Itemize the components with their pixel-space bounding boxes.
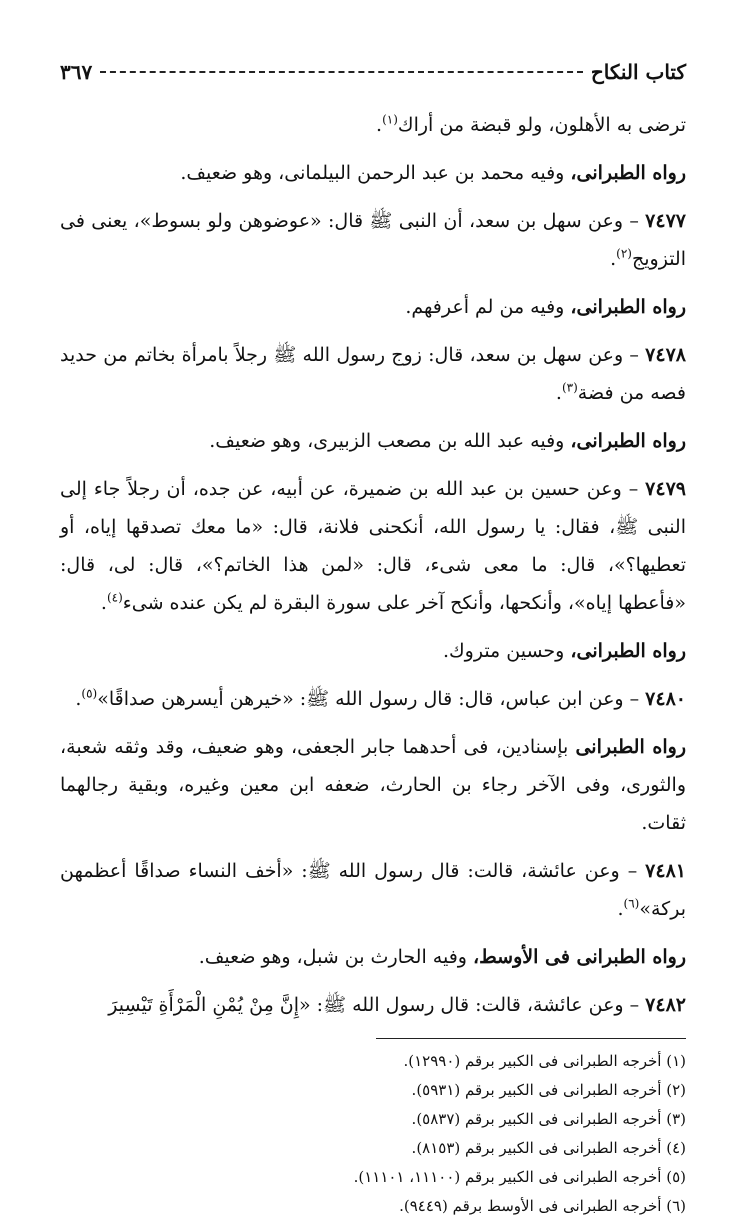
hadith-7480: ٧٤٨٠ – وعن ابن عباس، قال: قال رسول الله ﷺ: «خيرهن أيسرهن صداقًا»$^{(٥)}$. — [75, 686, 686, 710]
footnote-ref: (٦) — [623, 896, 640, 911]
hadith-7478: ٧٤٧٨ – وعن سهل بن سعد، قال: زوج رسول الله ﷺ رجلاً بامرأة بخاتم من حديد فصه من فضة$^{(٣)}$. — [60, 344, 686, 404]
footnote-ref: (١) — [382, 112, 398, 127]
footnote-item: (٦) أخرجه الطبرانى فى الأوسط برقم (٩٤٤٩). — [399, 1197, 686, 1215]
footnote-item: (٥) أخرجه الطبرانى فى الكبير برقم (١١١٠٠، ١١١٠١). — [353, 1168, 686, 1186]
hadith-text: – وعن سهل بن سعد، قال: زوج رسول الله ﷺ رجلاً بامرأة بخاتم من حديد فصه من فضة — [60, 344, 686, 404]
hadith-number: ٧٤٧٩ — [645, 478, 686, 500]
hadith-text: – وعن سهل بن سعد، أن النبى ﷺ قال: «عوضوهن ولو بسوط»، يعنى فى التزويج — [60, 210, 686, 270]
hadith-number: ٧٤٨٠ — [645, 688, 686, 710]
narration-note — [60, 728, 686, 842]
footnote-item: (٢) أخرجه الطبرانى فى الكبير برقم (٥٩٣١). — [411, 1081, 686, 1099]
hadith-text: – وعن ابن عباس، قال: قال رسول الله ﷺ: «خيرهن أيسرهن صداقًا» — [97, 688, 646, 710]
narration-note — [60, 422, 686, 460]
narrator-label: رواه الطبرانى، — [570, 640, 686, 662]
footnote-item: (٤) أخرجه الطبرانى فى الكبير برقم (٨١٥٣). — [411, 1139, 686, 1157]
narrator-label: رواه الطبرانى، — [570, 162, 686, 184]
continuation-line: ترضى به الأهلون، ولو قبضة من أراك — [397, 114, 686, 136]
footnote-ref: (٣) — [561, 380, 578, 395]
narration-text: وفيه عبد الله بن مصعب الزبيرى، وهو ضعيف. — [209, 430, 571, 452]
page-header — [60, 52, 686, 92]
narration-text: وحسين متروك. — [442, 640, 571, 662]
footnote-ref: (٥) — [81, 686, 98, 701]
narration-text: وفيه من لم أعرفهم. — [405, 296, 571, 318]
narrator-label: رواه الطبرانى — [575, 736, 686, 758]
hadith-text: – وعن حسين بن عبد الله بن ضميرة، عن أبيه، عن جده، أن رجلاً جاء إلى النبى ﷺ، فقال: يا رسول الله، أنكحنى فلانة، قال: «ما معك تصدقها إياه، أو تعطيها؟»، قال: ما معى شىء، قال: «لمن هذا الخاتم؟»، قال: لى، قال: «فأعطها إياه»، وأنكحها، وأنكح آخر على سورة البقرة لم يكن عنده شىء — [60, 478, 686, 614]
narrator-label: رواه الطبرانى فى الأوسط، — [473, 946, 686, 968]
narrator-label: رواه الطبرانى، — [570, 296, 686, 318]
narration-text: بإسنادين، فى أحدهما جابر الجعفى، وهو ضعيف، وقد وثقه شعبة، والثورى، وفى الآخر رجاء بن الحارث، ضعفه ابن معين وغيره، وبقية رجالهما ثقات. — [60, 736, 686, 834]
hadith-7479: ٧٤٧٩ – وعن حسين بن عبد الله بن ضميرة، عن أبيه، عن جده، أن رجلاً جاء إلى النبى ﷺ، فقال: يا رسول الله، أنكحنى فلانة، قال: «ما معك تصدقها إياه، أو تعطيها؟»، قال: ما معى شىء، قال: «لمن هذا الخاتم؟»، قال: لى، قال: «فأعطها إياه»، وأنكحها، وأنكح آخر على سورة البقرة لم يكن عنده شىء$^{(٤)}$. — [60, 478, 686, 614]
hadith-number: ٧٤٨١ — [645, 860, 686, 882]
hadith-7482 — [60, 986, 686, 1024]
hadith-number: ٧٤٨٢ — [645, 994, 686, 1016]
footnote-ref: (٢) — [616, 246, 632, 261]
narrator-label: رواه الطبرانى، — [570, 430, 686, 452]
hadith-7481: ٧٤٨١ – وعن عائشة، قالت: قال رسول الله ﷺ: «أخف النساء صداقًا أعظمهن بركة»$^{(٦)}$. — [60, 860, 686, 920]
hadith-text: – وعن عائشة، قالت: قال رسول الله ﷺ: «إِنَّ مِنْ يُمْنِ الْمَرْأَةِ تَيْسِيرَ — [108, 994, 646, 1016]
narration-note — [60, 938, 686, 976]
footnote-ref: (٤) — [106, 590, 123, 605]
narration-text: وفيه الحارث بن شبل، وهو ضعيف. — [198, 946, 473, 968]
hadith-number: ٧٤٧٨ — [645, 344, 686, 366]
chapter-title: كتاب النكاح — [590, 60, 686, 84]
footnote-item: (٣) أخرجه الطبرانى فى الكبير برقم (٥٨٣٧). — [411, 1110, 686, 1128]
page-number: ٣٦٧ — [60, 60, 93, 84]
narration-note — [60, 288, 686, 326]
hadith-7477: ٧٤٧٧ – وعن سهل بن سعد، أن النبى ﷺ قال: «عوضوهن ولو بسوط»، يعنى فى التزويج$^{(٢)}$. — [60, 210, 686, 270]
narration-text: وفيه محمد بن عبد الرحمن البيلمانى، وهو ضعيف. — [180, 162, 571, 184]
footnote-item: (١) أخرجه الطبرانى فى الكبير برقم (١٢٩٩٠). — [403, 1052, 686, 1070]
continuation-text: ترضى به الأهلون، ولو قبضة من أراك$^{(١)}$. — [376, 112, 686, 136]
header-rule — [100, 71, 583, 73]
hadith-text: – وعن عائشة، قالت: قال رسول الله ﷺ: «أخف النساء صداقًا أعظمهن بركة» — [60, 860, 686, 920]
narration-note — [60, 632, 686, 670]
footnote-separator — [376, 1038, 686, 1039]
footnotes — [60, 1047, 686, 1221]
narration-note — [60, 154, 686, 192]
hadith-number: ٧٤٧٧ — [645, 210, 686, 232]
